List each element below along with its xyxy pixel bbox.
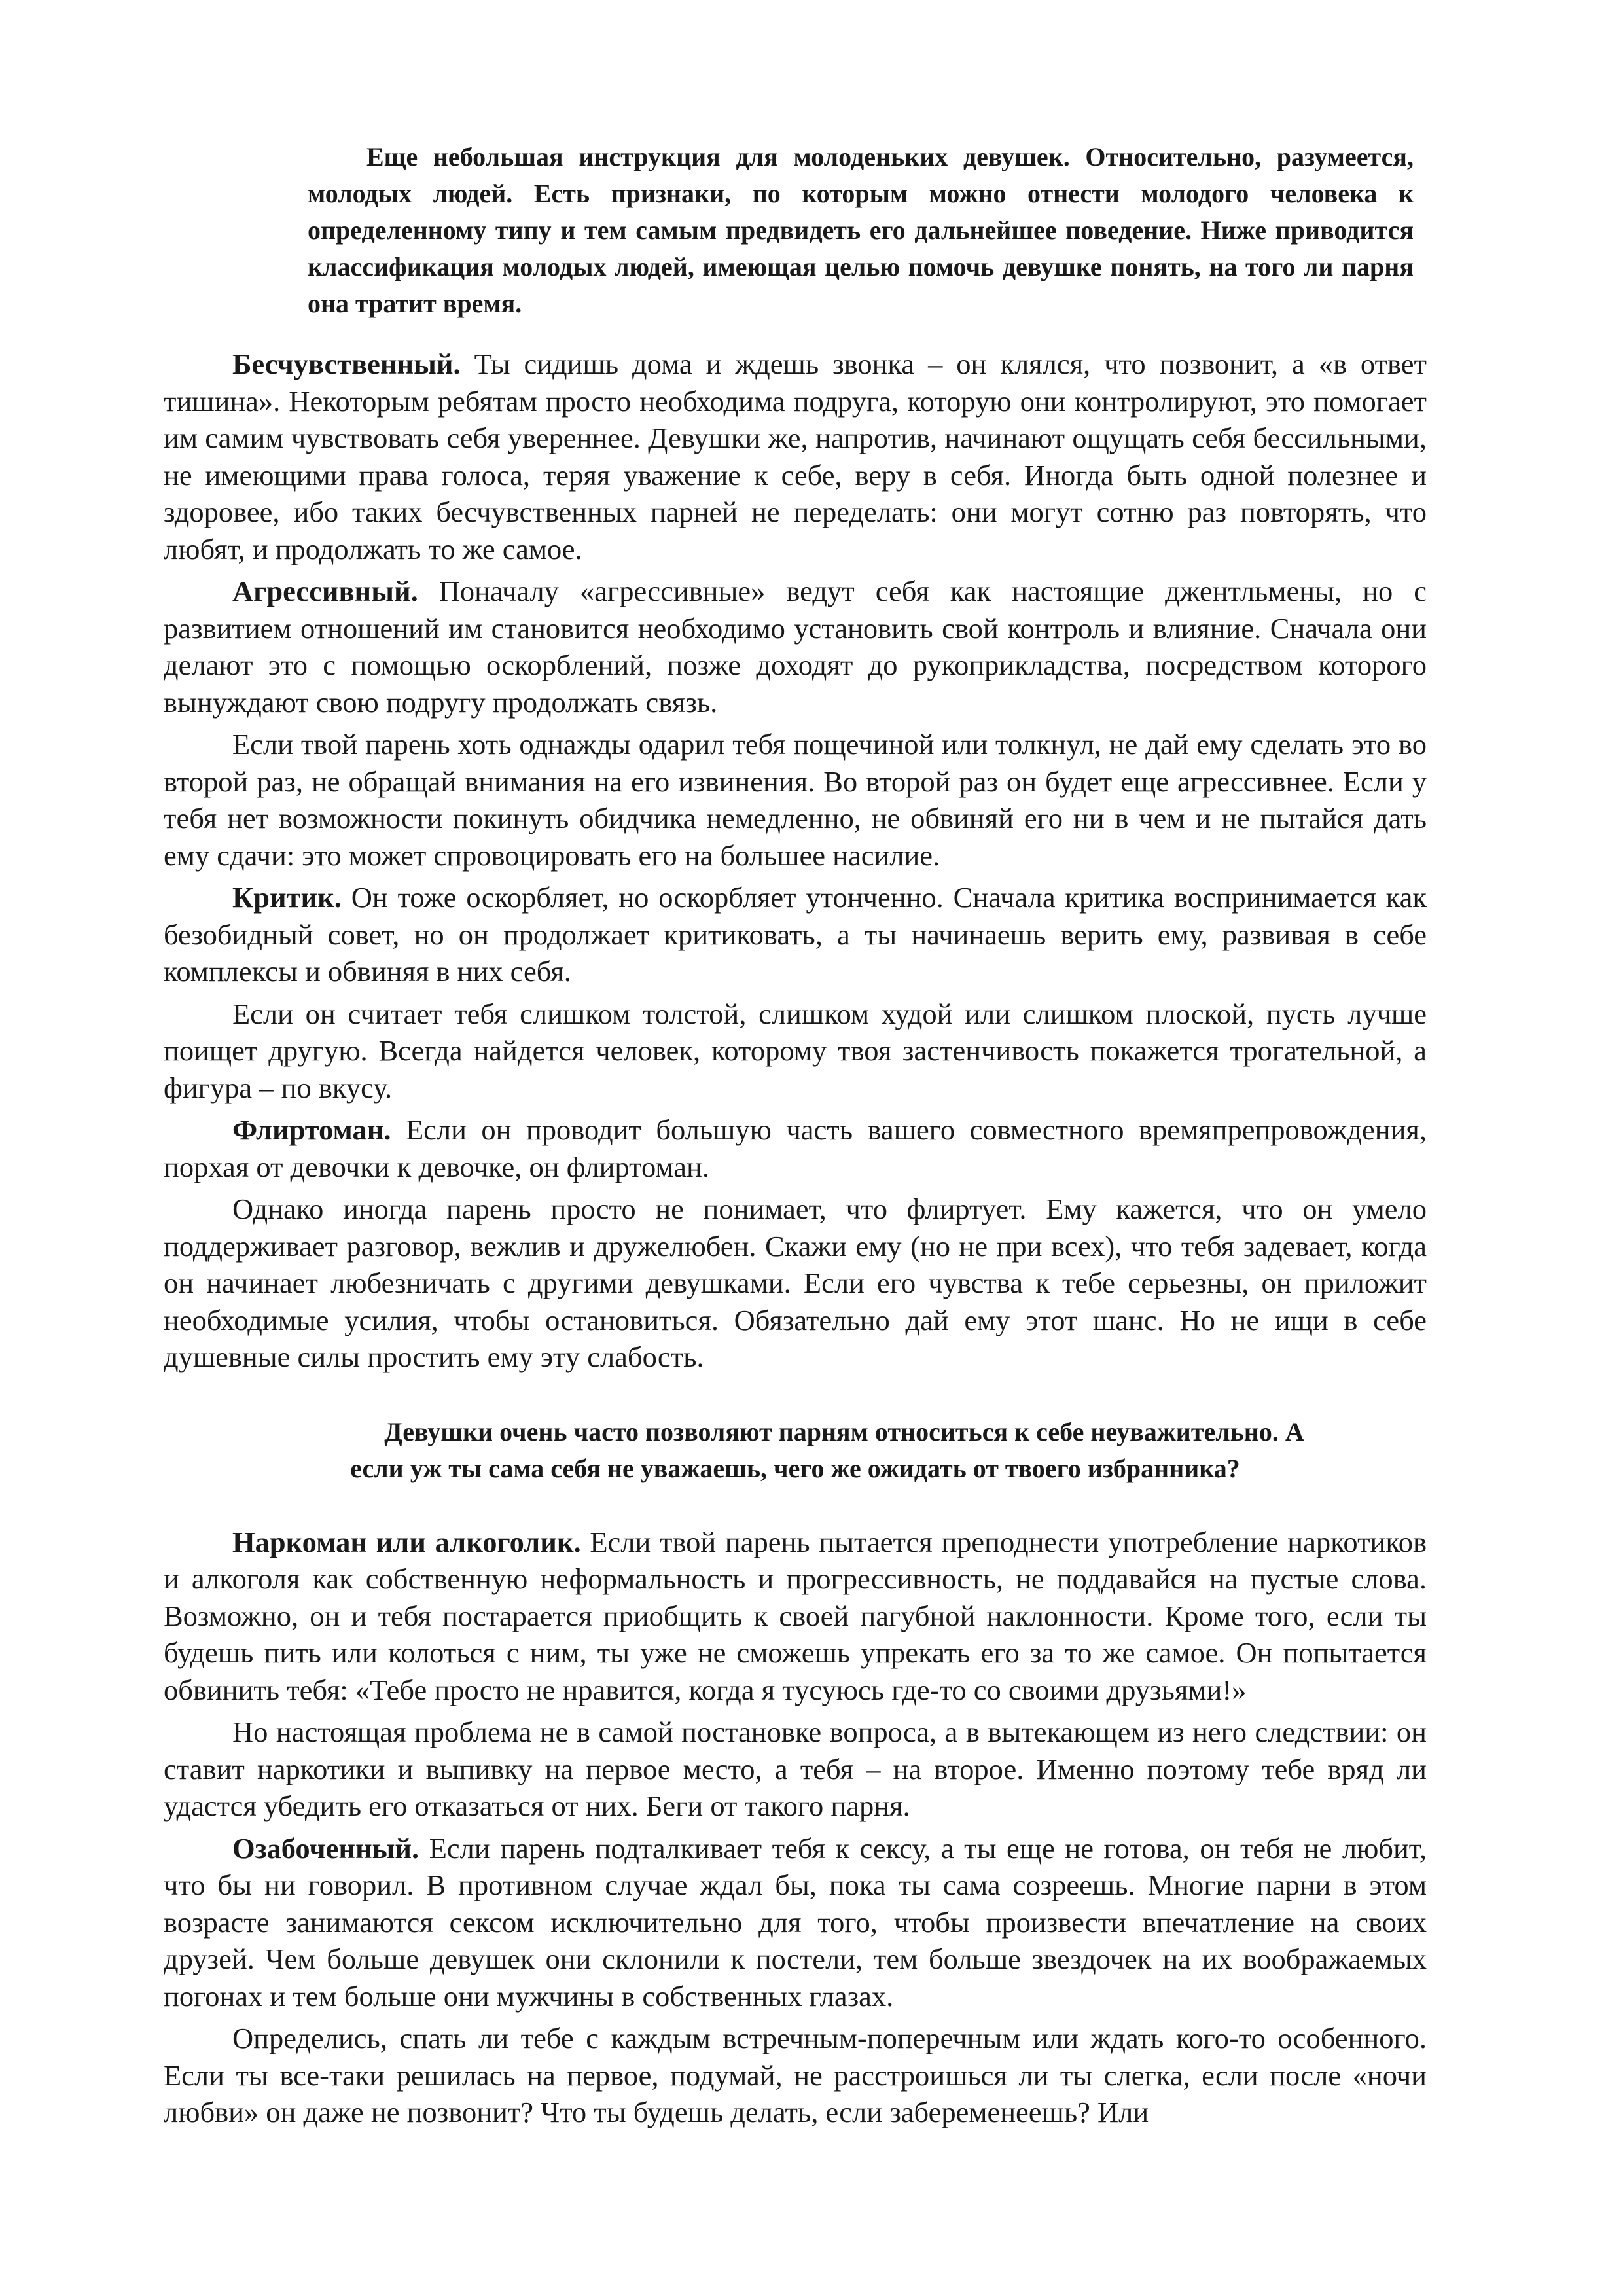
paragraph-ozab	[164, 1830, 1427, 2015]
paragraph-text: Если твой парень пытается преподнести употребление наркотиков и алкоголя как собственную неформальность и прогрессивность, не поддавайся на пустые слова. Возможно, он и тебя постарается приобщить к своей пагубной наклонности. Кроме того, если ты будешь пить или колоться с ним, ты уже не сможешь упрекать его за то же самое. Он попытается обвинить тебя: «Тебе просто не нравится, когда я тусуюсь где-то со своими друзьями!»	[164, 1525, 1427, 1706]
paragraph-nark	[164, 1524, 1427, 1709]
term-beschuvstvenny: Бесчувственный.	[232, 348, 461, 380]
paragraph-nark-2: Но настоящая проблема не в самой постановке вопроса, а в вытекающем из него следствии: он ставит наркотики и выпивку на первое место, а тебя – на второе. Именно поэтому тебе вряд ли удастся убедить его отказаться от них. Беги от такого парня.	[164, 1715, 1427, 1822]
paragraph-agr	[164, 573, 1427, 721]
term-agressivny: Агрессивный.	[232, 575, 418, 607]
paragraph-text: Ты сидишь дома и ждешь звонка – он клялся, что позвонит, а «в ответ тишина». Некоторым ребятам просто необходима подруга, которую они контролируют, это помогает им самим чувствовать себя увереннее. Девушки же, напротив, начинают ощущать себя бессильными, не имеющими права голоса, теряя уважение к себе, веру в себя. Иногда быть одной полезнее и здоровее, ибо таких бесчувственных парней не переделать: они могут сотню раз повторять, что любят, и продолжать то же самое.	[164, 348, 1427, 565]
paragraph-text: Он тоже оскорбляет, но оскорбляет утонченно. Сначала критика воспринимается как безобидный совет, но он продолжает критиковать, а ты начинаешь верить ему, развивая в себе комплексы и обвиняя в них себя.	[164, 881, 1427, 988]
paragraph-flirt-2: Однако иногда парень просто не понимает, что флиртует. Ему кажется, что он умело поддерживает разговор, вежлив и дружелюбен. Скажи ему (но не при всех), что тебя задевает, когда он начинает любезничать с другими девушками. Если его чувства к тебе серьезны, он приложит необходимые усилия, чтобы остановиться. Обязательно дай ему этот шанс. Но не ищи в себе душевные силы простить ему эту слабость.	[164, 1193, 1427, 1373]
paragraph-ozab-2: Определись, спать ли тебе с каждым встречным-поперечным или ждать кого-то особенного. Если ты все-таки решилась на первое, подумай, не расстроишься ли ты слегка, если после «ночи любви» он даже не позвонит? Что ты будешь делать, если забеременеешь? Или	[164, 2022, 1427, 2128]
paragraph-agr-2: Если твой парень хоть однажды одарил тебя пощечиной или толкнул, не дай ему сделать это во второй раз, не обращай внимания на его извинения. Во второй раз он будет еще агрессивнее. Если у тебя нет возможности покинуть обидчика немедленно, не обвиняй его ни в чем и не пытайся дать ему сдачи: это может спровоцировать его на большее насилие.	[164, 728, 1427, 872]
intro-text: Еще небольшая инструкция для молоденьких девушек. Относительно, разумеется, молодых людей. Есть признаки, по которым можно отнести молодого человека к определенному типу и тем самым предвидеть его дальнейшее поведение. Ниже приводится классификация молодых людей, имеющая целью помочь девушке понять, на того ли парня она тратит время.	[308, 142, 1414, 318]
term-narkoman: Наркоман или алкоголик.	[232, 1525, 581, 1558]
document-body	[164, 346, 1427, 2136]
term-ozabochenny: Озабоченный.	[232, 1831, 419, 1865]
paragraph-text: Если он проводит большую часть вашего совместного времяпрепровождения, порхая от девочки к девочке, он флиртоман.	[164, 1113, 1427, 1183]
middle-callout	[164, 1414, 1427, 1487]
callout-line-1: Девушки очень часто позволяют парням относиться к себе неуважительно. А	[384, 1416, 1304, 1446]
paragraph-bes	[164, 346, 1427, 567]
intro-paragraph	[308, 139, 1414, 322]
term-flirtoman: Флиртоман.	[232, 1113, 391, 1146]
paragraph-krit	[164, 879, 1427, 990]
paragraph-krit-2: Если он считает тебя слишком толстой, слишком худой или слишком плоской, пусть лучше поищет другую. Всегда найдется человек, которому твоя застенчивость покажется трогательной, а фигура – по вкусу.	[164, 997, 1427, 1104]
term-kritik: Критик.	[232, 881, 342, 914]
paragraph-flirt	[164, 1111, 1427, 1185]
callout-line-2: если уж ты сама себя не уважаешь, чего же ожидать от твоего избранника?	[350, 1453, 1240, 1483]
paragraph-text: Если парень подталкивает тебя к сексу, а ты еще не готова, он тебя не любит, что бы ни говорил. В противном случае ждал бы, пока ты сама созреешь. Многие парни в этом возрасте занимаются сексом исключительно для того, чтобы произвести впечатление на своих друзей. Чем больше девушек они склонили к постели, тем больше звездочек на их воображаемых погонах и тем больше они мужчины в собственных глазах.	[164, 1831, 1427, 2013]
paragraph-text: Поначалу «агрессивные» ведут себя как настоящие джентльмены, но с развитием отношений им становится необходимо установить свой контроль и влияние. Сначала они делают это с помощью оскорблений, позже доходят до рукоприкладства, посредством которого вынуждают свою подругу продолжать связь.	[164, 575, 1427, 719]
